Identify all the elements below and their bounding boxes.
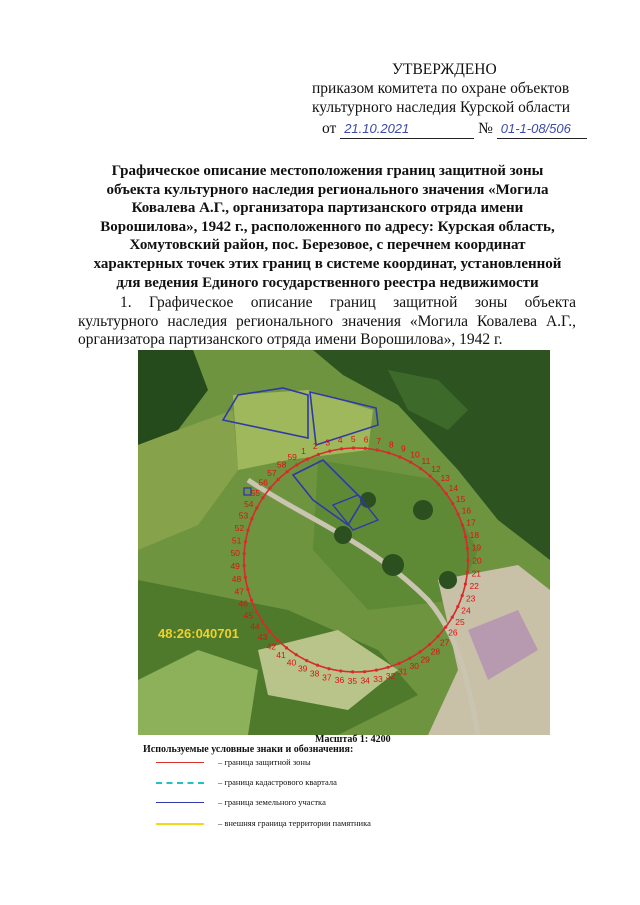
handwritten-date: 21.10.2021 [340, 119, 474, 139]
cadastral-label: 48:26:040701 [158, 626, 239, 641]
zone-point [316, 664, 319, 667]
zone-point-label: 7 [376, 436, 382, 447]
zone-point [398, 455, 401, 458]
zone-point [387, 451, 390, 454]
legend-item-monument [156, 818, 416, 830]
legend-text: – граница защитной зоны [218, 757, 311, 767]
zone-point-label: 54 [244, 498, 254, 509]
zone-point-label: 40 [286, 657, 297, 668]
zone-point-label: 16 [461, 505, 472, 516]
zone-point-label: 47 [234, 586, 244, 597]
zone-point [277, 478, 280, 481]
zone-point-label: 14 [448, 483, 459, 494]
legend-item-zone [156, 757, 416, 769]
approval-line-1: приказом комитета по охране объектов [312, 80, 570, 97]
zone-point [246, 529, 249, 532]
zone-point-label: 25 [455, 616, 465, 627]
zone-point [244, 576, 247, 579]
from-label: от [322, 120, 337, 137]
zone-point-label: 51 [231, 535, 242, 546]
zone-point-label: 36 [334, 674, 345, 685]
zone-point [461, 524, 464, 527]
legend-line-cadastral [156, 782, 204, 784]
zone-point [246, 588, 249, 591]
document-title: Графическое описание местоположения границ защитной зоны объекта культурного наследия регионального значения «Могила Ковалева А.Г., организатора партизанского отряда имени Ворошилова», 1942 г., расположенного по адресу: Курская область, Хомутовский район, пос. Березовое, с перечнем координат характерных точек этих границ в системе координат, установленной для ведения Единого государственного реестра недвижимости [93, 163, 562, 291]
zone-point-label: 49 [230, 561, 240, 571]
zone-point-label: 34 [360, 675, 370, 686]
zone-point [268, 630, 271, 633]
legend-line-parcel [156, 802, 204, 803]
zone-point [375, 669, 378, 672]
zone-point [295, 653, 298, 656]
zone-point-label: 9 [401, 443, 406, 454]
zone-point-label: 4 [337, 435, 343, 445]
zone-point-label: 56 [258, 477, 268, 488]
zone-point [286, 470, 289, 473]
zone-point-label: 52 [234, 522, 245, 533]
zone-point [305, 659, 308, 662]
tree-cluster [334, 526, 352, 544]
zone-point-label: 48 [231, 573, 242, 584]
zone-point-label: 32 [385, 671, 396, 681]
approval-signature-line [312, 119, 612, 139]
zone-point-label: 1 [301, 446, 306, 456]
zone-point [261, 496, 264, 499]
zone-point [466, 559, 469, 562]
zone-point-label: 59 [287, 452, 297, 463]
legend-line-monument [156, 823, 204, 825]
zone-point-label: 22 [469, 581, 479, 591]
tree-cluster [439, 571, 457, 589]
zone-point [244, 540, 247, 543]
zone-point [255, 610, 258, 613]
zone-point [243, 564, 246, 567]
zone-point-label: 20 [472, 555, 482, 566]
zone-point [398, 662, 401, 665]
zone-point-label: 17 [466, 517, 476, 528]
map-scale: Масштаб 1: 4200 [315, 734, 391, 745]
approval-header: УТВЕРЖДЕНО [392, 61, 497, 78]
zone-point [461, 594, 464, 597]
zone-point [276, 638, 279, 641]
zone-point-label: 43 [257, 631, 268, 642]
number-label: № [478, 120, 493, 137]
tree-cluster [382, 554, 404, 576]
legend-text: – внешняя граница территории памятника [218, 818, 371, 828]
zone-point [444, 626, 447, 629]
zone-point [352, 446, 355, 449]
zone-point-label: 39 [297, 663, 308, 674]
approval-line-2: культурного наследия Курской области [312, 99, 570, 116]
zone-point [386, 666, 389, 669]
zone-point-label: 33 [373, 674, 383, 684]
zone-point [250, 517, 253, 520]
legend-text: – граница кадастрового квартала [218, 777, 337, 787]
zone-point [250, 599, 253, 602]
legend-text: – граница земельного участка [218, 797, 326, 807]
zone-point [466, 571, 469, 574]
zone-point-label: 18 [469, 529, 480, 540]
zone-point [419, 650, 422, 653]
legend-item-parcel [156, 797, 416, 809]
zone-point [408, 657, 411, 660]
zone-point [306, 458, 309, 461]
tree-cluster [413, 500, 433, 520]
zone-point [340, 447, 343, 450]
zone-point [261, 620, 264, 623]
legend-item-cadastral [156, 777, 416, 789]
zone-point-label: 24 [461, 605, 471, 616]
zone-point [327, 667, 330, 670]
zone-point-label: 37 [322, 672, 332, 683]
legend-line-zone [156, 762, 204, 763]
description-paragraph: 1. Графическое описание границ защитной зоны объекта культурного наследия регионального значения «Могила Ковалева А.Г., организатора партизанского отряда имени Ворошилова», 1942 г. [78, 294, 576, 348]
zone-point [268, 487, 271, 490]
zone-point-label: 29 [420, 654, 430, 665]
zone-point-label: 53 [238, 510, 249, 521]
zone-point-label: 23 [465, 593, 476, 604]
zone-point-label: 21 [471, 568, 482, 579]
zone-point [255, 506, 258, 509]
handwritten-number: 01-1-08/506 [497, 119, 587, 139]
zone-point [464, 582, 467, 585]
zone-point [295, 463, 298, 466]
zone-point [419, 467, 422, 470]
zone-point [428, 474, 431, 477]
zone-point [376, 448, 379, 451]
zone-point-label: 41 [276, 649, 286, 660]
zone-point-label: 8 [388, 439, 394, 450]
zone-point-label: 45 [243, 610, 254, 621]
zone-point [451, 502, 454, 505]
zone-point [457, 513, 460, 516]
zone-point [363, 670, 366, 673]
legend-title: Используемые условные знаки и обозначения: [143, 744, 354, 755]
zone-point-label: 5 [350, 434, 356, 444]
zone-point-label: 42 [266, 641, 277, 652]
zone-point-label: 57 [267, 468, 277, 478]
zone-point-label: 13 [440, 473, 450, 484]
approval-stamp [312, 60, 612, 139]
zone-point-label: 38 [309, 668, 320, 679]
zone-point [456, 605, 459, 608]
map-svg [138, 350, 550, 735]
zone-point-label: 55 [250, 487, 261, 498]
zone-point-label: 3 [325, 437, 331, 448]
zone-point-label: 30 [409, 661, 420, 671]
zone-point-label: 44 [250, 621, 260, 632]
zone-point-label: 11 [421, 456, 431, 467]
zone-point [466, 547, 469, 550]
zone-point [339, 669, 342, 672]
zone-point [409, 461, 412, 464]
zone-point-label: 46 [238, 598, 248, 609]
zone-point-label: 58 [276, 459, 287, 470]
zone-point-label: 35 [347, 675, 358, 686]
zone-point-label: 26 [448, 627, 458, 638]
zone-point-label: 6 [363, 434, 369, 445]
zone-point-label: 31 [397, 666, 408, 677]
zone-point [351, 670, 354, 673]
zone-point [317, 453, 320, 456]
zone-point [445, 492, 448, 495]
zone-point [243, 552, 246, 555]
zone-point [451, 616, 454, 619]
zone-point-label: 50 [230, 548, 240, 559]
zone-point-label: 12 [431, 464, 441, 475]
zone-point-label: 19 [471, 542, 482, 553]
zone-point [464, 535, 467, 538]
zone-point-label: 10 [410, 449, 420, 460]
zone-point-label: 15 [455, 493, 466, 504]
zone-point [364, 447, 367, 450]
zone-point-label: 27 [439, 637, 450, 648]
zone-point-label: 2 [312, 441, 318, 451]
zone-point-label: 28 [430, 646, 441, 657]
zone-point [328, 450, 331, 453]
aerial-map [138, 350, 550, 735]
